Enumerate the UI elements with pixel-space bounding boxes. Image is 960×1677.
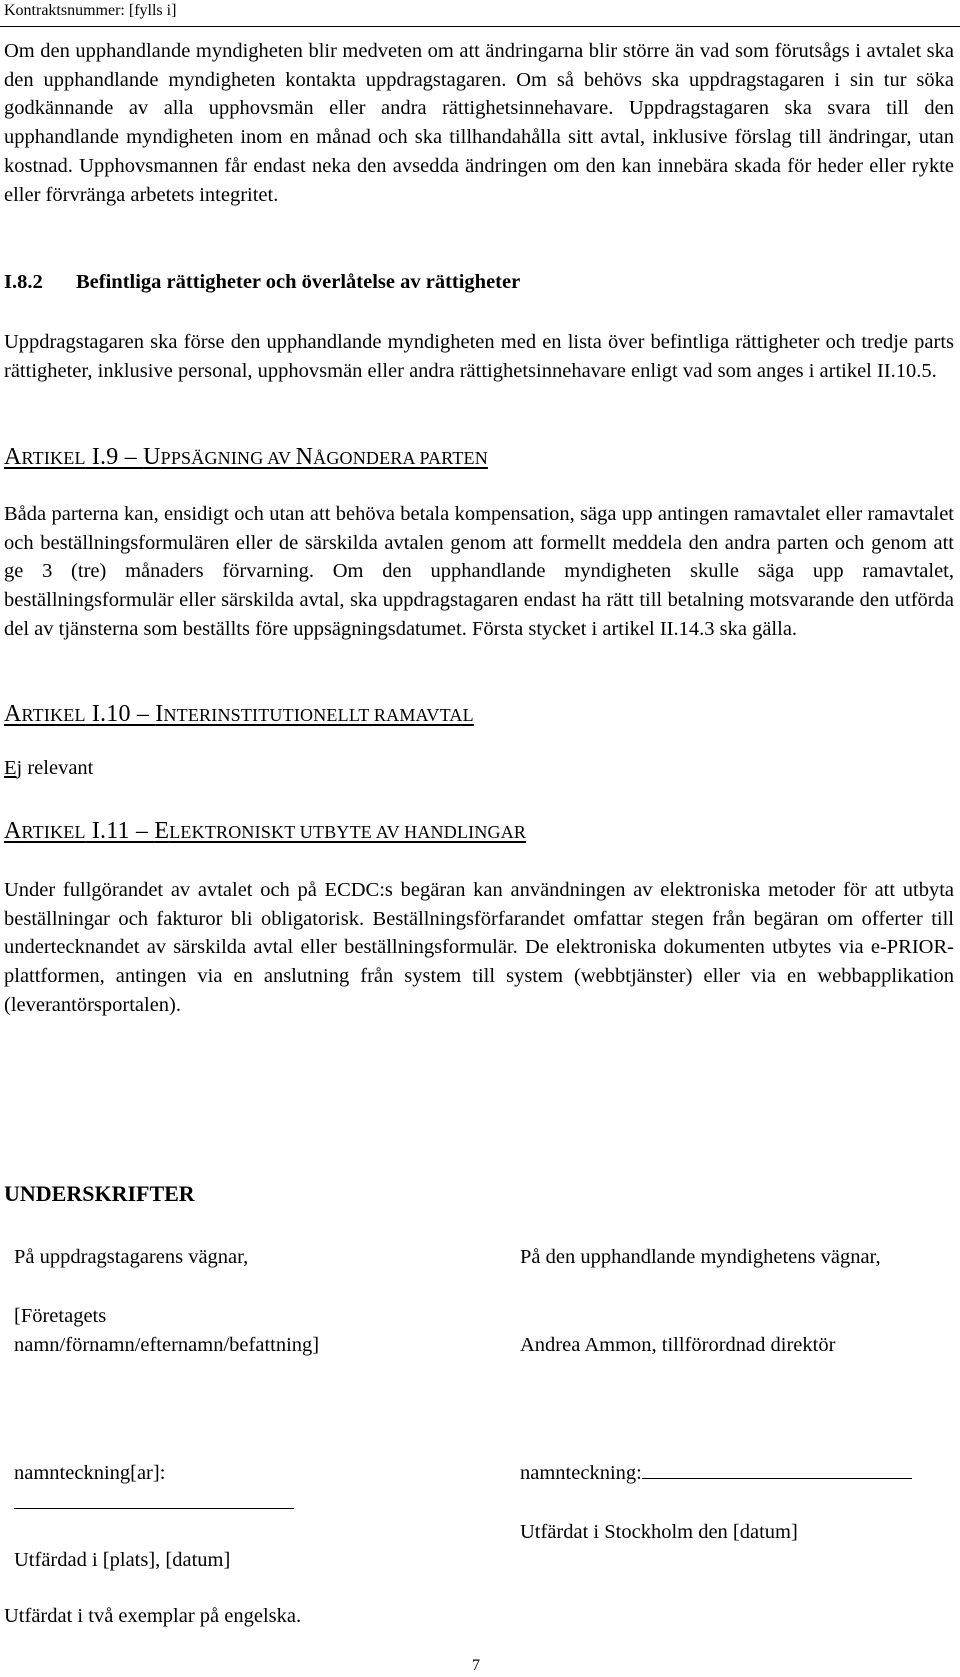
paragraph-amendments: Om den upphandlande myndigheten blir medveten om att ändringarna blir större än vad som förutsågs i avtalet ska den upphandlande myndigheten kontakta uppdragstagaren. Om så behövs ska uppdragstagaren i sin tur söka godkännande av alla upphovsmän eller andra rättighetsinnehavare. Uppdragstagaren ska svara till den upphandlande myndigheten inom en månad och ska tillhandahålla sitt avtal, inklusive förslag till ändringar, utan kostnad. Upphovsmannen får endast neka den avsedda ändringen om den kan innebära skada för heder eller rykte eller förvränga arbetets integritet. (4, 40, 954, 206)
paragraph-termination: Båda parterna kan, ensidigt och utan att behöva betala kompensation, säga upp antingen ramavtalet eller ramavtalet och beställningsformulären eller de särskilda avtalen genom att formellt meddela den andra parten och genom att ge 3 (tre) månaders förvarning. Om den upphandlande myndigheten skulle säga upp ramavtalet, beställningsformulär eller särskilda avtal, ska uppdragstagaren endast ha rätt till betalning motsvarande den utförda del av tjänsterna som beställts före uppsägningsdatumet. Första stycket i artikel II.14.3 ska gälla. (4, 503, 954, 640)
authority-issued: Utfärdat i Stockholm den [datum] (520, 1521, 798, 1543)
copies-note: Utfärdat i två exemplar på engelska. (4, 1605, 302, 1627)
contractor-issued: Utfärdad i [plats], [datum] (14, 1549, 231, 1571)
not-relevant-note: Ej relevant (4, 757, 94, 779)
article-heading-i10: ARTIKEL I.10 – INTERINSTITUTIONELLT RAMAVTAL (4, 701, 474, 727)
authority-signature-label: namnteckning: (520, 1459, 960, 1488)
header-divider (0, 26, 960, 27)
authority-signer: Andrea Ammon, tillförordnad direktör (520, 1334, 836, 1356)
section-title: Befintliga rättigheter och överlåtelse av rättigheter (76, 271, 521, 293)
article-heading-i9: ARTIKEL I.9 – UPPSÄGNING AV NÅGONDERA PARTEN (4, 444, 488, 470)
section-heading-i82 (4, 271, 520, 294)
page-number: 7 (472, 1657, 480, 1674)
contract-number-header: Kontraktsnummer: [fylls i] (4, 2, 177, 19)
section-number: I.8.2 (4, 271, 43, 293)
paragraph-electronic-exchange: Under fullgörandet av avtalet och på ECDC:s begäran kan användningen av elektroniska metoder för att utbyta beställningar och fakturor bli obligatorisk. Beställningsförfarandet omfattar stegen från begäran om offerter till undertecknandet av särskilda avtal eller beställningsformulär. De elektroniska dokumenten utbytes via e-PRIOR-plattformen, antingen via en anslutning från system till system (webbtjänster) eller via en webbapplikation (leverantörsportalen). (4, 879, 954, 1016)
contractor-on-behalf: På uppdragstagarens vägnar, (14, 1246, 249, 1268)
authority-signature-line (642, 1460, 912, 1479)
paragraph-existing-rights: Uppdragstagaren ska förse den upphandlande myndigheten med en lista över befintliga rättigheter och tredje parts rättigheter, inklusive personal, upphovsmän eller andra rättighetsinnehavare enligt vad som anges i artikel II.10.5. (4, 331, 954, 382)
contractor-company-details: [Företagets namn/förnamn/efternamn/befattning] (14, 1305, 320, 1356)
signatures-title: UNDERSKRIFTER (4, 1181, 195, 1206)
contractor-signature-label: namnteckning[ar]: (14, 1462, 166, 1484)
article-heading-i11: ARTIKEL I.11 – ELEKTRONISKT UTBYTE AV HANDLINGAR (4, 818, 527, 844)
authority-on-behalf: På den upphandlande myndighetens vägnar, (520, 1246, 881, 1268)
contractor-signature-line (14, 1489, 434, 1518)
